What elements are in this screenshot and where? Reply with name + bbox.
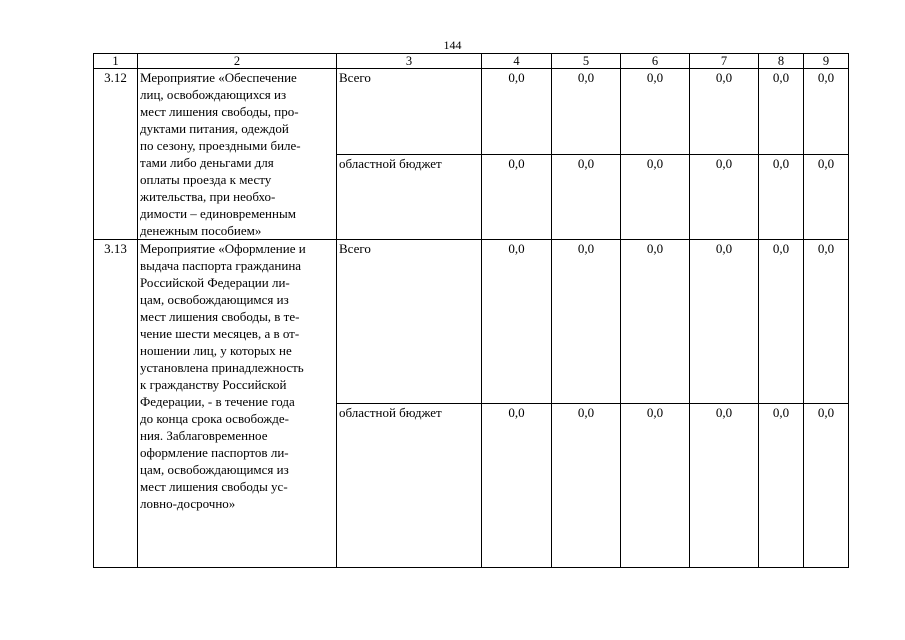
value-cell: 0,0 xyxy=(621,69,690,155)
value-cell: 0,0 xyxy=(804,69,849,155)
value-cell: 0,0 xyxy=(804,404,849,568)
header-cell-3: 3 xyxy=(337,54,482,69)
value-cell: 0,0 xyxy=(482,404,552,568)
table-header-row xyxy=(94,54,849,69)
header-cell-2: 2 xyxy=(138,54,337,69)
value-cell: 0,0 xyxy=(621,404,690,568)
value-cell: 0,0 xyxy=(690,404,759,568)
value-cell: 0,0 xyxy=(552,404,621,568)
value-cell: 0,0 xyxy=(804,154,849,240)
value-cell: 0,0 xyxy=(621,240,690,404)
header-cell-9: 9 xyxy=(804,54,849,69)
funding-source-label: областной бюджет xyxy=(337,404,482,568)
value-cell: 0,0 xyxy=(482,154,552,240)
value-cell: 0,0 xyxy=(621,154,690,240)
header-cell-5: 5 xyxy=(552,54,621,69)
value-cell: 0,0 xyxy=(759,154,804,240)
header-cell-7: 7 xyxy=(690,54,759,69)
funding-source-label: Всего xyxy=(337,240,482,404)
value-cell: 0,0 xyxy=(690,240,759,404)
funding-source-label: Всего xyxy=(337,69,482,155)
header-cell-8: 8 xyxy=(759,54,804,69)
value-cell: 0,0 xyxy=(552,69,621,155)
value-cell: 0,0 xyxy=(482,69,552,155)
header-cell-1: 1 xyxy=(94,54,138,69)
value-cell: 0,0 xyxy=(552,154,621,240)
funding-source-label: областной бюджет xyxy=(337,154,482,240)
row-code: 3.13 xyxy=(94,240,138,568)
value-cell: 0,0 xyxy=(804,240,849,404)
value-cell: 0,0 xyxy=(482,240,552,404)
header-cell-4: 4 xyxy=(482,54,552,69)
value-cell: 0,0 xyxy=(759,404,804,568)
value-cell: 0,0 xyxy=(552,240,621,404)
value-cell: 0,0 xyxy=(759,240,804,404)
row-code: 3.12 xyxy=(94,69,138,240)
value-cell: 0,0 xyxy=(759,69,804,155)
value-cell: 0,0 xyxy=(690,154,759,240)
row-description: Мероприятие «Обеспечение лиц, освобождающихся из мест лишения свободы, про- дуктами питания, одеждой по сезону, проездными биле- тами либо деньгами для оплаты проезда к месту жительства, при необхо- димости – единовременным денежным пособием» xyxy=(138,69,337,240)
table-row-3-12-total xyxy=(94,69,849,155)
budget-table xyxy=(93,53,849,568)
header-cell-6: 6 xyxy=(621,54,690,69)
page-number: 144 xyxy=(443,38,462,52)
row-description: Мероприятие «Оформление и выдача паспорта гражданина Российской Федерации ли- цам, освобождающимся из мест лишения свободы, в те- чение шести месяцев, а в от- ношении лиц, у которых не установлена принадлежность к гражданству Российской Федерации, - в течение года до конца срока освобожде- ния. Заблаговременное оформление паспортов ли- цам, освобождающимся из мест лишения свободы ус- ловно-досрочно» xyxy=(138,240,337,568)
table-row-3-13-total xyxy=(94,240,849,404)
value-cell: 0,0 xyxy=(690,69,759,155)
